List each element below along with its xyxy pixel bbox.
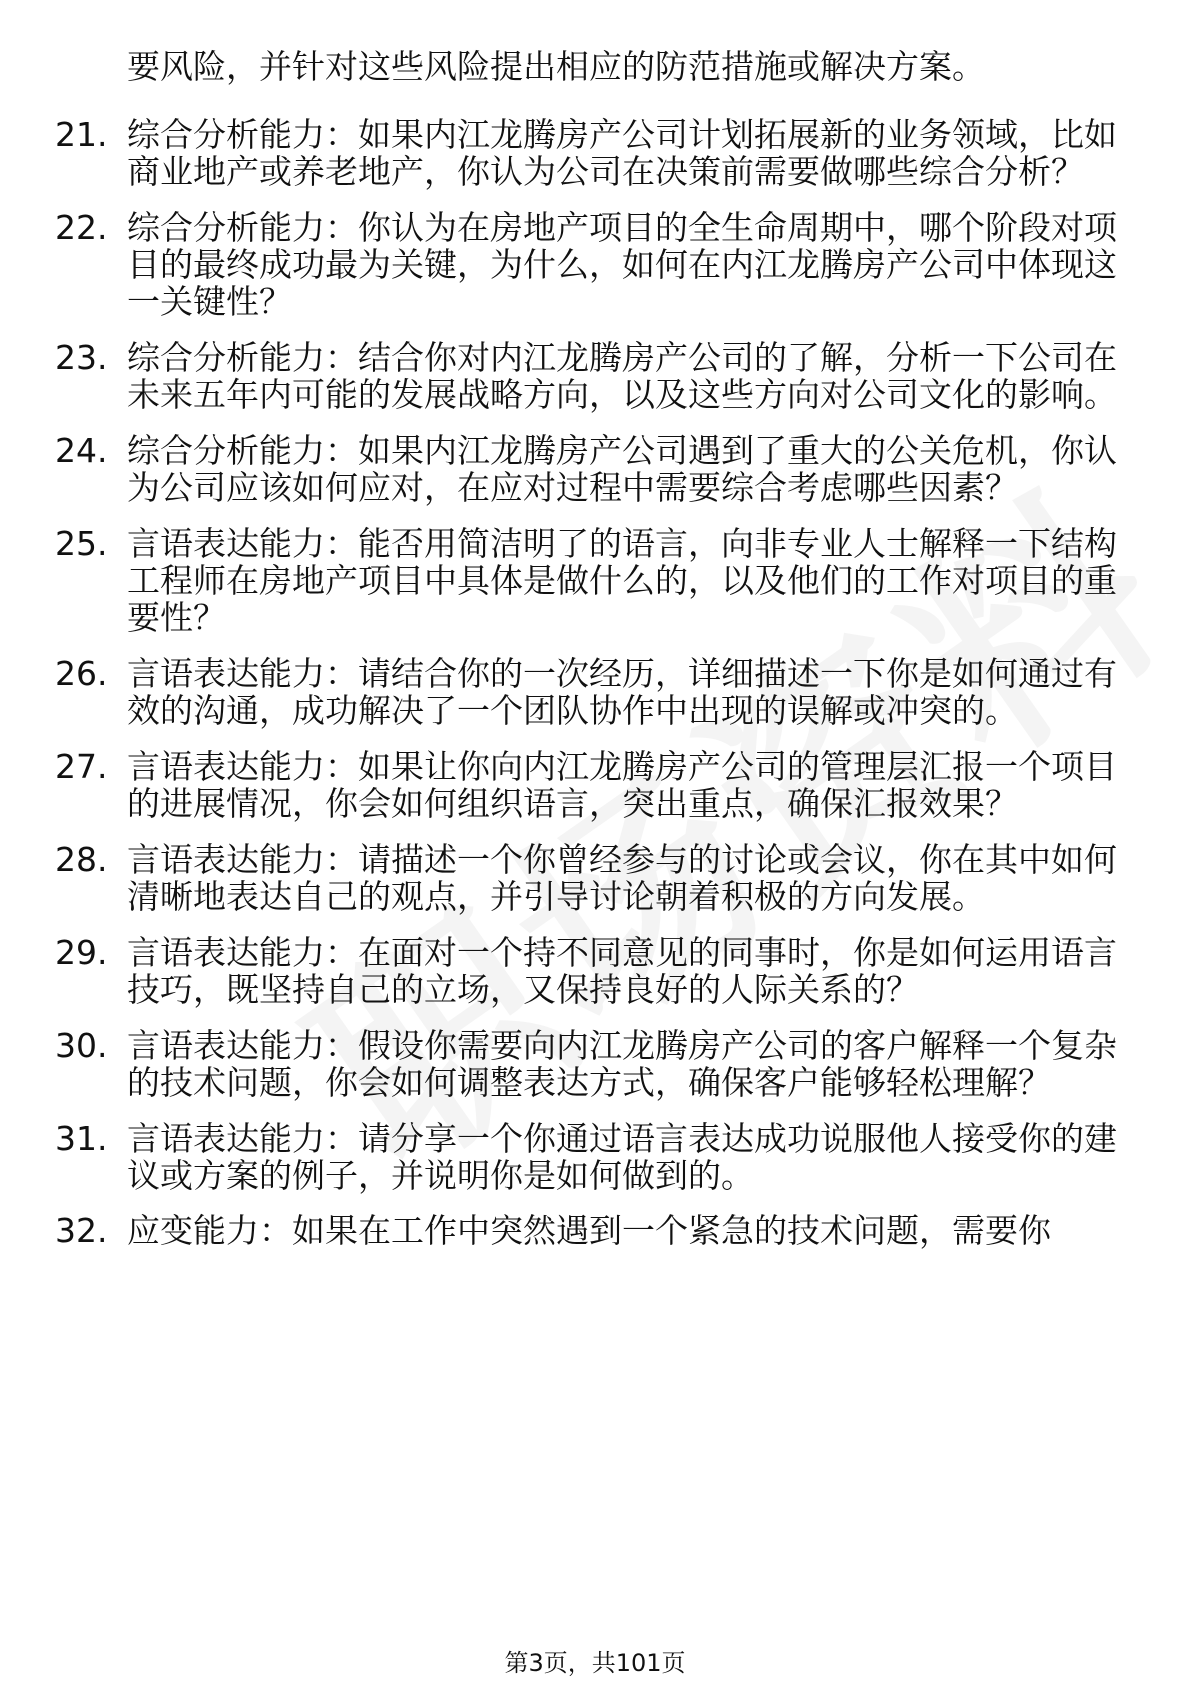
- question-item: [55, 432, 1125, 507]
- question-item: [55, 209, 1125, 321]
- question-number: 23.: [55, 338, 108, 378]
- question-item: [55, 116, 1125, 191]
- question-number: 29.: [55, 932, 108, 972]
- question-item: [55, 1212, 1125, 1249]
- question-text: 言语表达能力：假设你需要向内江龙腾房产公司的客户解释一个复杂的技术问题，你会如何调整表达方式，确保客户能够轻松理解？: [127, 1025, 1117, 1102]
- question-item: [55, 525, 1125, 637]
- continuation-text: 要风险，并针对这些风险提出相应的防范措施或解决方案。: [127, 47, 985, 86]
- question-number: 21.: [55, 115, 108, 154]
- question-number: 22.: [55, 207, 108, 247]
- question-item: [55, 934, 1125, 1009]
- question-text: 言语表达能力：请描述一个你曾经参与的讨论或会议，你在其中如何清晰地表达自己的观点，并引导讨论朝着积极的方向发展。: [127, 839, 1117, 917]
- question-text: 言语表达能力：请分享一个你通过语言表达成功说服他人接受你的建议或方案的例子，并说明你是如何做到的。: [127, 1118, 1117, 1195]
- question-text: 综合分析能力：结合你对内江龙腾房产公司的了解，分析一下公司在未来五年内可能的发展战略方向，以及这些方向对公司文化的影响。: [127, 338, 1117, 415]
- question-item: [55, 1027, 1125, 1102]
- question-number: 26.: [55, 654, 108, 694]
- question-item: [55, 655, 1125, 730]
- question-number: 24.: [55, 430, 108, 470]
- question-item: [55, 841, 1125, 916]
- question-number: 28.: [55, 839, 108, 879]
- question-text: 应变能力：如果在工作中突然遇到一个紧急的技术问题，需要你: [127, 1211, 1051, 1251]
- question-number: 32.: [55, 1211, 108, 1251]
- question-text: 综合分析能力：你认为在房地产项目的全生命周期中，哪个阶段对项目的最终成功最为关键，为什么，如何在内江龙腾房产公司中体现这一关键性？: [127, 207, 1117, 322]
- question-item: [55, 339, 1125, 414]
- question-number: 27.: [55, 746, 108, 786]
- question-text: 综合分析能力：如果内江龙腾房产公司计划拓展新的业务领域，比如商业地产或养老地产，你认为公司在决策前需要做哪些综合分析？: [127, 115, 1117, 192]
- question-item: [55, 1120, 1125, 1195]
- question-text: 言语表达能力：在面对一个持不同意见的同事时，你是如何运用语言技巧，既坚持自己的立场，又保持良好的人际关系的？: [127, 932, 1117, 1010]
- question-number: 25.: [55, 523, 108, 563]
- page-footer: 第3页，共101页: [504, 1649, 686, 1677]
- question-text: 言语表达能力：能否用简洁明了的语言，向非专业人士解释一下结构工程师在房地产项目中具体是做什么的，以及他们的工作对项目的重要性？: [127, 523, 1117, 638]
- question-text: 言语表达能力：请结合你的一次经历，详细描述一下你是如何通过有效的沟通，成功解决了一个团队协作中出现的误解或冲突的。: [127, 654, 1117, 731]
- question-number: 30.: [55, 1025, 108, 1065]
- question-list: [55, 116, 1125, 1268]
- question-item: [55, 748, 1125, 823]
- question-text: 言语表达能力：如果让你向内江龙腾房产公司的管理层汇报一个项目的进展情况，你会如何组织语言，突出重点，确保汇报效果？: [127, 746, 1117, 824]
- question-number: 31.: [55, 1118, 108, 1158]
- question-text: 综合分析能力：如果内江龙腾房产公司遇到了重大的公关危机，你认为公司应该如何应对，在应对过程中需要综合考虑哪些因素？: [127, 430, 1117, 508]
